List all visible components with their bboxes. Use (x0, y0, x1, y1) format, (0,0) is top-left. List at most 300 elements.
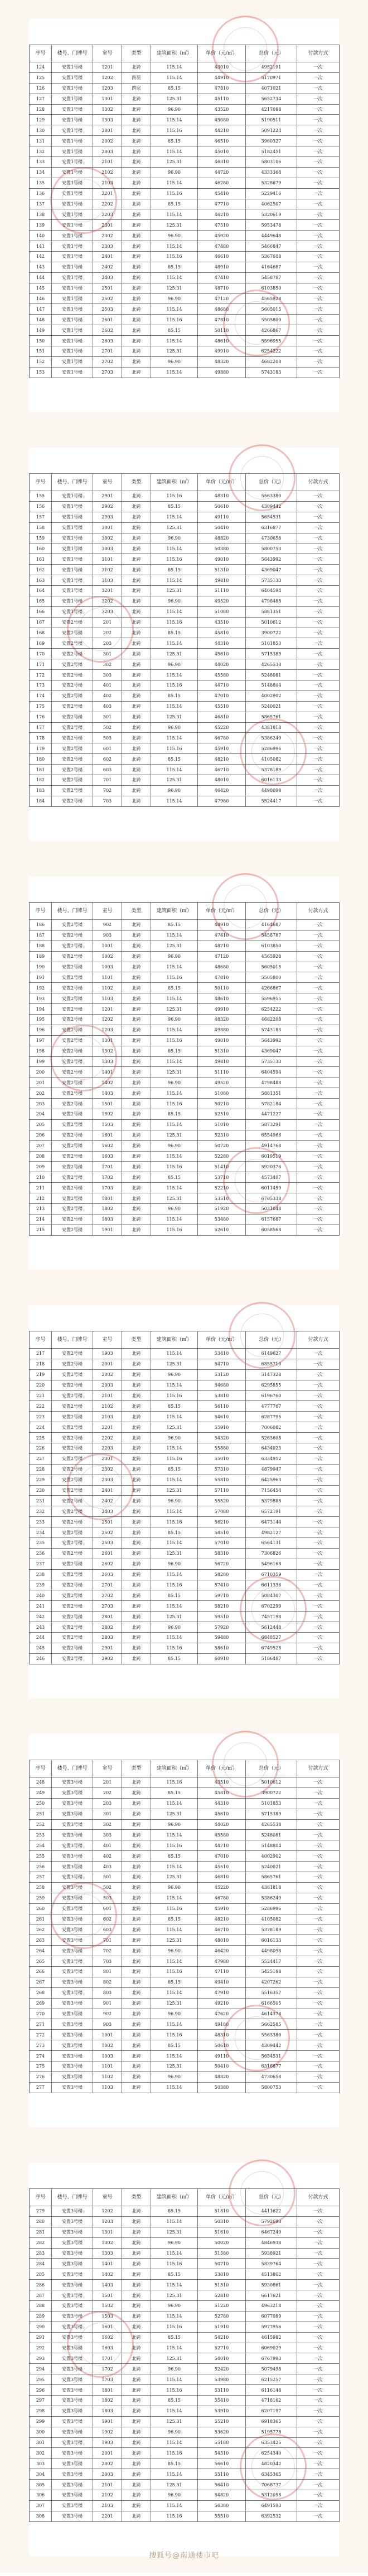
table-cell: 1703 (93, 2374, 122, 2385)
table-cell: 一次 (297, 920, 340, 931)
table-cell: 安置3号楼 (52, 1987, 93, 1998)
table-cell: 53410 (198, 1349, 246, 1359)
table-cell: 一次 (297, 2490, 340, 2501)
table-cell: 115.14 (151, 2469, 198, 2480)
table-cell: 176 (30, 712, 52, 722)
table-cell: 安置1号楼 (52, 522, 93, 533)
table-cell: 1302 (93, 104, 122, 115)
table-cell: 183 (30, 785, 52, 796)
table-cell: 264 (30, 1946, 52, 1956)
table-row (30, 1956, 340, 1967)
table-cell: 272 (30, 2030, 52, 2040)
table-row (30, 283, 340, 293)
table-cell: 1501 (93, 2290, 122, 2301)
price-table (29, 902, 340, 1236)
table-cell: 安置2号楼 (52, 765, 93, 775)
table-cell: 48610 (198, 993, 246, 1004)
table-cell: 6103850 (246, 283, 297, 293)
table-cell: 北跨 (122, 1862, 151, 1872)
table-cell: 227 (30, 1453, 52, 1464)
table-cell: 160 (30, 543, 52, 554)
table-cell: 4002902 (246, 690, 297, 701)
table-cell: 58510 (198, 1527, 246, 1538)
table-cell: 115.14 (151, 1025, 198, 1035)
table-cell: 一次 (297, 2237, 340, 2248)
table-cell: 5458787 (246, 272, 297, 283)
table-cell: 4615982 (246, 2332, 297, 2343)
table-cell: 226 (30, 1443, 52, 1454)
table-cell: 1102 (93, 983, 122, 993)
table-cell: 北跨 (122, 136, 151, 146)
table-cell: 239 (30, 1580, 52, 1590)
table-cell: 一次 (297, 367, 340, 378)
table-cell: 54680 (198, 1380, 246, 1390)
table-cell: 5182451 (246, 146, 297, 157)
table-cell: 158 (30, 522, 52, 533)
table-row (30, 1390, 340, 1401)
table-row (30, 690, 340, 701)
table-cell: 2503 (93, 304, 122, 315)
table-cell: 174 (30, 690, 52, 701)
table-cell: 北跨 (122, 115, 151, 125)
table-row (30, 1078, 340, 1088)
table-cell: 一次 (297, 543, 340, 554)
table-cell: 北跨 (122, 1172, 151, 1183)
document-page (0, 858, 368, 1286)
table-cell: 1801 (93, 2385, 122, 2396)
column-header: 付款方式 (297, 474, 340, 491)
table-cell: 53110 (198, 2385, 246, 2396)
table-cell: 53810 (198, 1390, 246, 1401)
table-cell: 安置2号楼 (52, 617, 93, 628)
table-cell: 115.14 (151, 512, 198, 522)
table-row (30, 1872, 340, 1883)
table-cell: 安置1号楼 (52, 262, 93, 272)
table-cell: 85.15 (151, 690, 198, 701)
table-cell: 115.16 (151, 554, 198, 565)
table-cell: 125.31 (151, 2480, 198, 2490)
table-row (30, 325, 340, 336)
table-cell: 5735133 (246, 575, 297, 586)
table-cell: 一次 (297, 2269, 340, 2280)
table-cell: 53480 (198, 1214, 246, 1225)
table-cell: 2102 (93, 167, 122, 178)
table-cell: 45410 (198, 188, 246, 199)
table-cell: 安置3号楼 (52, 2469, 93, 2480)
table-cell: 46710 (198, 765, 246, 775)
table-cell: 北跨 (122, 712, 151, 722)
table-cell: 北跨 (122, 617, 151, 628)
table-cell: 北跨 (122, 1109, 151, 1120)
table-cell: 北跨 (122, 1151, 151, 1162)
table-cell: 北跨 (122, 1946, 151, 1956)
table-cell: 北跨 (122, 2469, 151, 2480)
column-header: 建筑面积（㎡） (151, 474, 198, 491)
table-cell: 125.31 (151, 522, 198, 533)
table-cell: 232 (30, 1506, 52, 1517)
table-cell: 一次 (297, 1401, 340, 1412)
table-row (30, 1015, 340, 1025)
table-cell: 北跨 (122, 1633, 151, 1643)
table-cell: 2101 (93, 1390, 122, 1401)
table-row (30, 2490, 340, 2501)
table-cell: 96.90 (151, 1204, 198, 1214)
table-cell: 北跨 (122, 649, 151, 659)
table-cell: 48910 (198, 920, 246, 931)
table-cell: 45220 (198, 1882, 246, 1893)
price-table (29, 1760, 340, 2093)
table-cell: 5596955 (246, 336, 297, 346)
table-cell: 2403 (93, 272, 122, 283)
table-cell: 北跨 (122, 1015, 151, 1025)
table-cell: 85.15 (151, 754, 198, 765)
table-cell: 北跨 (122, 146, 151, 157)
table-cell: 115.14 (151, 1601, 198, 1612)
table-cell: 一次 (297, 1787, 340, 1798)
table-row (30, 2051, 340, 2061)
table-cell: 115.14 (151, 2374, 198, 2385)
table-cell: 安置2号楼 (52, 1162, 93, 1172)
table-cell: 4718162 (246, 2396, 297, 2406)
table-cell: 北跨 (122, 315, 151, 325)
table-row (30, 1214, 340, 1225)
table-cell: 北跨 (122, 2332, 151, 2343)
table-cell: 安置2号楼 (52, 1401, 93, 1412)
table-row (30, 272, 340, 283)
table-cell: 一次 (297, 491, 340, 502)
table-cell: 6467249 (246, 2227, 297, 2237)
table-cell: 49520 (198, 596, 246, 606)
table-cell: 96.90 (151, 2071, 198, 2082)
table-cell: 2001 (93, 1359, 122, 1369)
table-cell: 603 (93, 765, 122, 775)
table-cell: 4381818 (246, 722, 297, 733)
table-cell: 北跨 (122, 2280, 151, 2290)
table-cell: 一次 (297, 83, 340, 94)
table-cell: 5248081 (246, 670, 297, 680)
table-cell: 一次 (297, 2374, 340, 2385)
table-cell: 一次 (297, 1443, 340, 1454)
table-cell: 115.14 (151, 1830, 198, 1840)
table-cell: 302 (93, 1819, 122, 1830)
table-cell: 290 (30, 2322, 52, 2332)
table-cell: 47710 (198, 199, 246, 209)
table-cell: 5148804 (246, 1840, 297, 1851)
table-cell: 5263608 (246, 1433, 297, 1443)
table-cell: 一次 (297, 146, 340, 157)
table-cell: 299 (30, 2416, 52, 2427)
table-cell: 125.31 (151, 1004, 198, 1015)
table-cell: 6702299 (246, 1601, 297, 1612)
table-cell: 52210 (198, 1183, 246, 1193)
table-row (30, 575, 340, 586)
table-cell: 安置1号楼 (52, 199, 93, 209)
table-cell: 46510 (198, 136, 246, 146)
table-cell: 一次 (297, 2322, 340, 2332)
table-cell: 4207262 (246, 1977, 297, 1987)
table-cell: 一次 (297, 712, 340, 722)
table-cell: 126 (30, 83, 52, 94)
table-cell: 5865761 (246, 1872, 297, 1883)
table-cell: 115.14 (151, 62, 198, 73)
table-cell: 安置2号楼 (52, 1035, 93, 1046)
table-cell: 北跨 (122, 2385, 151, 2396)
table-cell: 115.14 (151, 178, 198, 188)
table-cell: 一次 (297, 659, 340, 670)
table-row (30, 1924, 340, 1935)
table-cell: 一次 (297, 1496, 340, 1506)
table-cell: 安置3号楼 (52, 1903, 93, 1914)
table-row (30, 754, 340, 765)
table-cell: 一次 (297, 241, 340, 252)
table-cell: 安置2号楼 (52, 1056, 93, 1067)
table-cell: 205 (30, 1119, 52, 1130)
table-cell: 85.15 (151, 199, 198, 209)
table-cell: 安置1号楼 (52, 241, 93, 252)
table-cell: 安置2号楼 (52, 1653, 93, 1664)
table-cell: 46280 (198, 178, 246, 188)
table-cell: 125 (30, 72, 52, 83)
table-cell: 北跨 (122, 304, 151, 315)
table-cell: 2103 (93, 1412, 122, 1422)
table-cell: 703 (93, 796, 122, 806)
table-cell: 安置2号楼 (52, 1046, 93, 1056)
table-cell: 125.31 (151, 2061, 198, 2072)
table-cell: 5378189 (246, 1924, 297, 1935)
table-cell: 一次 (297, 272, 340, 283)
table-cell: 308 (30, 2511, 52, 2521)
table-cell: 安置1号楼 (52, 565, 93, 575)
table-cell: 45610 (198, 649, 246, 659)
table-cell: 4730658 (246, 2071, 297, 2082)
table-row (30, 1819, 340, 1830)
table-cell: 85.15 (151, 2332, 198, 2343)
table-cell: 115.14 (151, 1183, 198, 1193)
table-cell: 48710 (198, 283, 246, 293)
table-cell: 115.14 (151, 796, 198, 806)
table-cell: 北跨 (122, 2290, 151, 2301)
column-header: 付款方式 (297, 45, 340, 62)
table-row (30, 2311, 340, 2322)
table-cell: 6254340 (246, 2448, 297, 2459)
table-cell: 152 (30, 356, 52, 367)
table-cell: 北跨 (122, 606, 151, 617)
table-cell: 北跨 (122, 1987, 151, 1998)
table-cell: 2503 (93, 1538, 122, 1549)
table-cell: 一次 (297, 1004, 340, 1015)
table-cell: 一次 (297, 1088, 340, 1099)
table-cell: 48680 (198, 304, 246, 315)
table-cell: 北跨 (122, 62, 151, 73)
table-cell: 43510 (198, 617, 246, 628)
table-cell: 115.16 (151, 743, 198, 754)
table-cell: 115.14 (151, 1569, 198, 1580)
table-cell: 一次 (297, 1914, 340, 1924)
table-cell: 北跨 (122, 1067, 151, 1078)
table-cell: 一次 (297, 1130, 340, 1140)
table-cell: 96.90 (151, 1369, 198, 1380)
table-row (30, 1851, 340, 1862)
table-cell: 一次 (297, 2259, 340, 2269)
table-cell: 85.15 (151, 2269, 198, 2280)
table-cell: 5715389 (246, 1809, 297, 1819)
table-cell: 47620 (198, 2009, 246, 2019)
table-cell: 北跨 (122, 2206, 151, 2217)
table-cell: 115.14 (151, 272, 198, 283)
table-cell: 北跨 (122, 2071, 151, 2082)
table-cell: 安置2号楼 (52, 1569, 93, 1580)
table-row (30, 2332, 340, 2343)
table-cell: 51310 (198, 565, 246, 575)
table-cell: 297 (30, 2396, 52, 2406)
table-cell: 一次 (297, 136, 340, 146)
table-cell: 85.15 (151, 1653, 198, 1664)
table-row (30, 491, 340, 502)
table-cell: 北跨 (122, 1349, 151, 1359)
table-cell: 一次 (297, 1151, 340, 1162)
table-cell: 一次 (297, 2216, 340, 2227)
table-cell: 一次 (297, 2500, 340, 2511)
column-header: 序号 (30, 1331, 52, 1349)
table-cell: 北跨 (122, 2406, 151, 2416)
table-cell: 安置2号楼 (52, 972, 93, 983)
table-cell: 218 (30, 1359, 52, 1369)
table-cell: 7306826 (246, 1548, 297, 1559)
table-cell: 54210 (198, 2332, 246, 2343)
table-cell: 47980 (198, 1956, 246, 1967)
table-cell: 安置1号楼 (52, 283, 93, 293)
table-cell: 北跨 (122, 1443, 151, 1454)
table-cell: 北跨 (122, 1140, 151, 1151)
table-cell: 安置2号楼 (52, 983, 93, 993)
table-header-row (30, 1331, 340, 1349)
table-row (30, 1517, 340, 1527)
table-cell: 5186487 (246, 1653, 297, 1664)
table-cell: 安置3号楼 (52, 2216, 93, 2227)
table-cell: 安置1号楼 (52, 157, 93, 168)
table-cell: 701 (93, 1935, 122, 1946)
table-cell: 4265538 (246, 1819, 297, 1830)
table-cell: 安置3号楼 (52, 2259, 93, 2269)
table-row (30, 1622, 340, 1633)
table-cell: 2501 (93, 1517, 122, 1527)
table-cell: 安置2号楼 (52, 649, 93, 659)
table-cell: 46810 (198, 1872, 246, 1883)
table-cell: 182 (30, 775, 52, 786)
table-cell: 301 (30, 2437, 52, 2448)
table-cell: 1303 (93, 1056, 122, 1067)
table-row (30, 1225, 340, 1235)
table-cell: 安置1号楼 (52, 115, 93, 125)
table-cell: 141 (30, 241, 52, 252)
table-cell: 北跨 (122, 1412, 151, 1422)
table-row (30, 115, 340, 125)
table-cell: 165 (30, 596, 52, 606)
table-cell: 一次 (297, 649, 340, 659)
table-cell: 58310 (198, 1548, 246, 1559)
table-cell: 2601 (93, 315, 122, 325)
table-cell: 北跨 (122, 1787, 151, 1798)
table-cell: 115.14 (151, 1987, 198, 1998)
table-cell: 199 (30, 1056, 52, 1067)
table-cell: 168 (30, 628, 52, 638)
table-cell: 170 (30, 649, 52, 659)
table-cell: 276 (30, 2071, 52, 2082)
table-cell: 4798488 (246, 596, 297, 606)
table-cell: 96.90 (151, 785, 198, 796)
table-cell: 安置3号楼 (52, 2448, 93, 2459)
document-page (0, 2144, 368, 2573)
table-cell: 一次 (297, 2406, 340, 2416)
table-cell: 一次 (297, 1099, 340, 1109)
table-cell: 125.31 (151, 1067, 198, 1078)
table-cell: 55520 (198, 1496, 246, 1506)
table-cell: 47810 (198, 315, 246, 325)
table-cell: 56210 (198, 1517, 246, 1527)
table-cell: 2902 (93, 1653, 122, 1664)
table-cell: 115.16 (151, 315, 198, 325)
table-cell: 安置2号楼 (52, 1517, 93, 1527)
table-cell: 196 (30, 1025, 52, 1035)
table-cell: 125.31 (151, 1998, 198, 2009)
table-cell: 115.14 (151, 1956, 198, 1967)
table-cell: 51910 (198, 2322, 246, 2332)
table-cell: 一次 (297, 2061, 340, 2072)
table-cell: 115.16 (151, 1453, 198, 1464)
column-header: 室号 (93, 1760, 122, 1777)
price-table (29, 1331, 340, 1664)
table-cell: 北跨 (122, 2051, 151, 2061)
table-cell: 50610 (198, 2040, 246, 2051)
table-cell: 5930861 (246, 2280, 297, 2290)
column-header: 建筑面积（㎡） (151, 1760, 198, 1777)
table-cell: 2702 (93, 356, 122, 367)
table-cell: 125.31 (151, 1485, 198, 1496)
table-cell: 安置2号楼 (52, 1193, 93, 1204)
table-cell: 46810 (198, 712, 246, 722)
table-cell: 一次 (297, 209, 340, 220)
table-cell: 115.14 (151, 670, 198, 680)
table-cell: 2303 (93, 1475, 122, 1485)
table-cell: 安置1号楼 (52, 62, 93, 73)
table-cell: 2603 (93, 336, 122, 346)
table-cell: 6334952 (246, 1453, 297, 1464)
table-cell: 北跨 (122, 690, 151, 701)
table-cell: 北跨 (122, 554, 151, 565)
table-cell: 6196760 (246, 1390, 297, 1401)
table-cell: 5654531 (246, 512, 297, 522)
table-cell: 安置2号楼 (52, 962, 93, 972)
table-cell: 210 (30, 1172, 52, 1183)
table-row (30, 1548, 340, 1559)
table-cell: 安置2号楼 (52, 1527, 93, 1538)
table-cell: 501 (93, 1872, 122, 1883)
table-cell: 安置3号楼 (52, 2061, 93, 2072)
table-cell: 47510 (198, 220, 246, 231)
table-cell: 2502 (93, 293, 122, 304)
table-cell: 北跨 (122, 765, 151, 775)
table-cell: 一次 (297, 962, 340, 972)
table-cell: 北跨 (122, 628, 151, 638)
table-cell: 4565928 (246, 951, 297, 962)
column-header: 建筑面积（㎡） (151, 45, 198, 62)
table-cell: 一次 (297, 1882, 340, 1893)
table-cell: 125.31 (151, 346, 198, 357)
table-row (30, 315, 340, 325)
table-cell: 1401 (93, 1067, 122, 1078)
table-cell: 3001 (93, 522, 122, 533)
table-cell: 一次 (297, 167, 340, 178)
